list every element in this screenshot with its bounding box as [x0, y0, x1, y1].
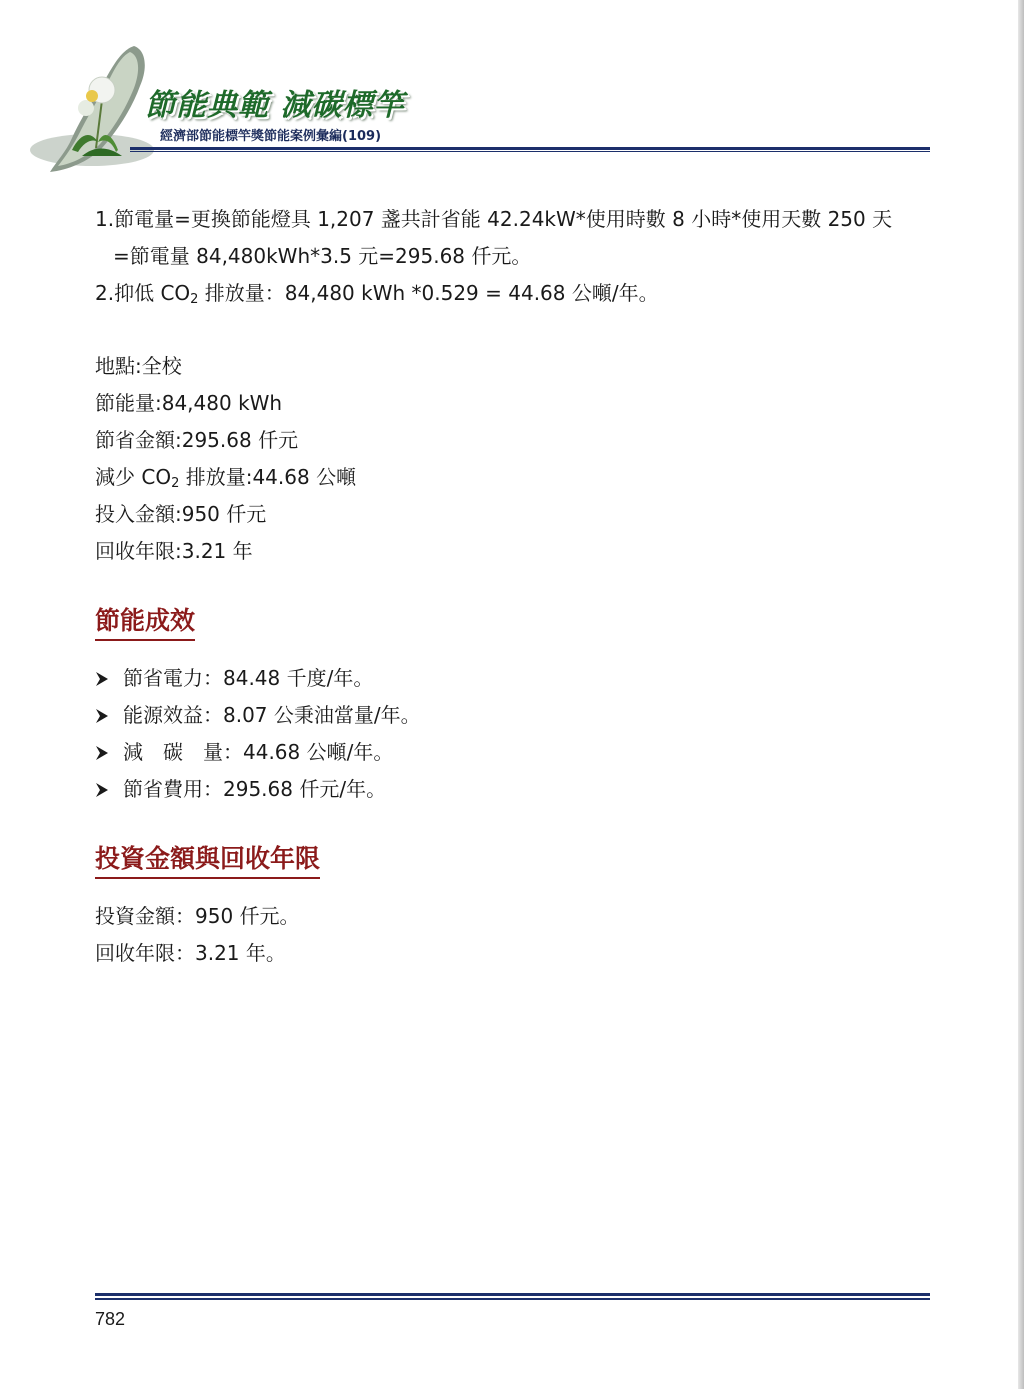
summary-investment: 投入金額:950 仟元: [95, 502, 267, 526]
effect-list-item: [95, 699, 421, 728]
summary-location: 地點:全校: [95, 354, 182, 378]
header-title: 節能典範 減碳標竿: [145, 88, 405, 123]
summary-payback: 回收年限:3.21 年: [95, 539, 253, 563]
effect-item-text: 能源效益：8.07 公秉油當量/年。: [123, 703, 421, 727]
page-number: 782: [95, 1309, 126, 1329]
arrow-bullet-icon: [95, 703, 123, 727]
calc-line-2: =節電量 84,480kWh*3.5 元=295.68 仟元。: [113, 244, 532, 268]
calc-line-3: [95, 277, 659, 307]
summary-co2-reduction: [95, 461, 356, 491]
investment-payback: 回收年限：3.21 年。: [95, 941, 286, 965]
header-divider-thin: [130, 151, 930, 152]
page-edge-shadow: [1018, 0, 1024, 1389]
section-heading-effect: 節能成效: [95, 601, 195, 641]
effect-list-item: [95, 662, 373, 691]
summary-co2-prefix: 減少 CO: [95, 465, 172, 489]
summary-energy-saved: 節能量:84,480 kWh: [95, 391, 283, 415]
calc-line-3-subscript: 2: [190, 292, 199, 307]
summary-co2-subscript: 2: [171, 476, 180, 491]
calc-line-3-suffix: 排放量：84,480 kWh *0.529 = 44.68 公噸/年。: [198, 281, 659, 305]
arrow-bullet-icon: [95, 777, 123, 801]
calc-line-1: 1.節電量=更換節能燈具 1,207 盞共計省能 42.24kW*使用時數 8 小時*使用天數 250 天: [95, 207, 893, 231]
footer-divider-thin: [95, 1298, 930, 1300]
effect-item-text: 節省電力：84.48 千度/年。: [123, 666, 374, 690]
effect-list-item: [95, 736, 393, 765]
effect-list-item: [95, 773, 386, 802]
summary-co2-suffix: 排放量:44.68 公噸: [179, 465, 357, 489]
footer-divider: [95, 1293, 930, 1296]
investment-amount: 投資金額：950 仟元。: [95, 904, 300, 928]
effect-item-text: 減 碳 量：44.68 公噸/年。: [123, 740, 394, 764]
arrow-bullet-icon: [95, 740, 123, 764]
effect-item-text: 節省費用：295.68 仟元/年。: [123, 777, 387, 801]
section-heading-investment: 投資金額與回收年限: [95, 839, 320, 879]
arrow-bullet-icon: [95, 666, 123, 690]
header-subtitle: 經濟部節能標竿獎節能案例彙編(109): [160, 129, 382, 144]
header-divider: [130, 147, 930, 150]
summary-money-saved: 節省金額:295.68 仟元: [95, 428, 299, 452]
calc-line-3-prefix: 2.抑低 CO: [95, 281, 191, 305]
